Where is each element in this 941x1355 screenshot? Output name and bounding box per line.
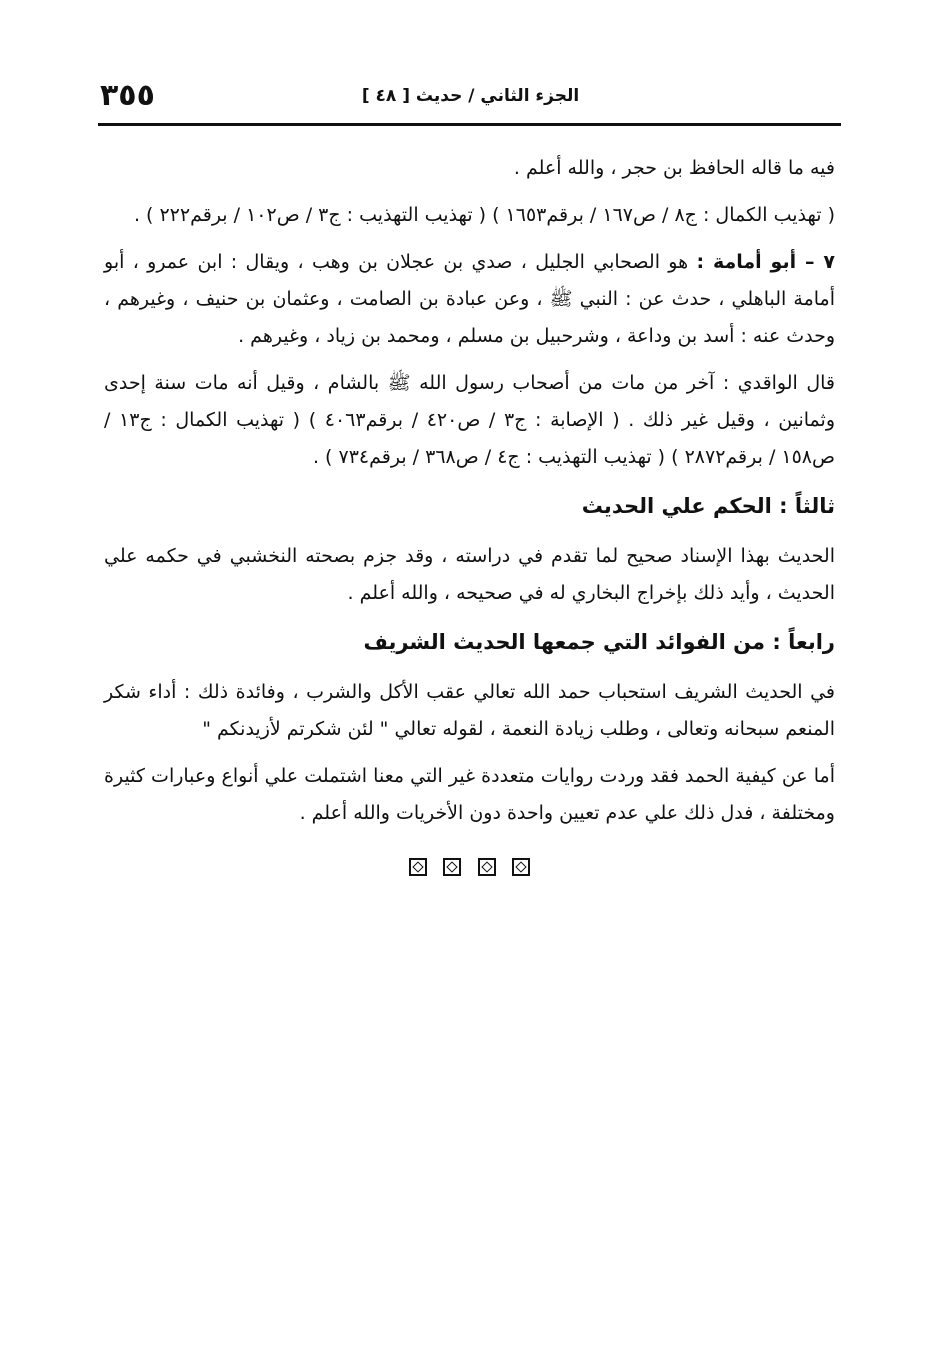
section-heading-ruling: ثالثاً : الحكم علي الحديث <box>581 494 835 518</box>
section-heading-benefits: رابعاً : من الفوائد التي جمعها الحديث الشريف <box>363 630 835 654</box>
paragraph-references-1: ( تهذيب الكمال : ج٨ / ص١٦٧ / برقم١٦٥٣ ) ( تهذيب التهذيب : ج٣ / ص١٠٢ / برقم٢٢٢ ) . <box>133 204 835 226</box>
page-header <box>100 78 841 122</box>
running-title: الجزء الثاني / حديث [ ٤٨ ] <box>361 86 580 106</box>
header-divider <box>98 123 841 126</box>
square-knot-ornament-icon <box>512 858 530 876</box>
square-knot-ornament-icon <box>409 858 427 876</box>
square-knot-ornament-icon <box>478 858 496 876</box>
narrator-label: ٧ – أبو أمامة : <box>696 251 835 273</box>
page-body <box>104 150 835 889</box>
paragraph-abu-umama <box>104 244 835 355</box>
paragraph-ibn-hajar: فيه ما قاله الحافظ بن حجر ، والله أعلم . <box>513 157 835 179</box>
paragraph-benefits: في الحديث الشريف استحباب حمد الله تعالي عقب الأكل والشرب ، وفائدة ذلك : أداء شكر المنعم سبحانه وتعالى ، وطلب زيادة النعمة ، لقوله تعالي " لئن شكرتم لأزيدنكم " <box>104 681 835 740</box>
paragraph-praise-forms: أما عن كيفية الحمد فقد وردت روايات متعددة غير التي معنا اشتملت علي أنواع وعبارات كثيرة ومختلفة ، فدل ذلك علي عدم تعيين واحدة دون الأخريات والله أعلم . <box>104 765 835 824</box>
square-knot-ornament-icon <box>443 858 461 876</box>
paragraph-waqidi: قال الواقدي : آخر من مات من أصحاب رسول الله ﷺ بالشام ، وقيل أنه مات سنة إحدى وثمانين ، وقيل غير ذلك . ( الإصابة : ج٣ / ص٤٢٠ / برقم٤٠٦٣ ) ( تهذيب الكمال : ج١٣ / ص١٥٨ / برقم٢٨٧٢ ) ( تهذيب التهذيب : ج٤ / ص٣٦٨ / برقم٧٣٤ ) . <box>104 372 835 468</box>
section-end-ornament <box>104 852 835 889</box>
narrator-biography: هو الصحابي الجليل ، صدي بن عجلان بن وهب ، ويقال : ابن عمرو ، أبو أمامة الباهلي ، حدث عن : النبي ﷺ ، وعن عبادة بن الصامت ، وعثمان بن حنيف ، وغيرهم ، وحدث عنه : أسد بن وداعة ، وشرحبيل بن مسلم ، ومحمد بن زياد ، وغيرهم . <box>104 251 835 347</box>
paragraph-ruling: الحديث بهذا الإسناد صحيح لما تقدم في دراسته ، وقد جزم بصحته النخشبي في حكمه علي الحديث ، وأيد ذلك بإخراج البخاري له في صحيحه ، والله أعلم . <box>104 545 835 604</box>
page-number: ٣٥٥ <box>100 78 155 113</box>
